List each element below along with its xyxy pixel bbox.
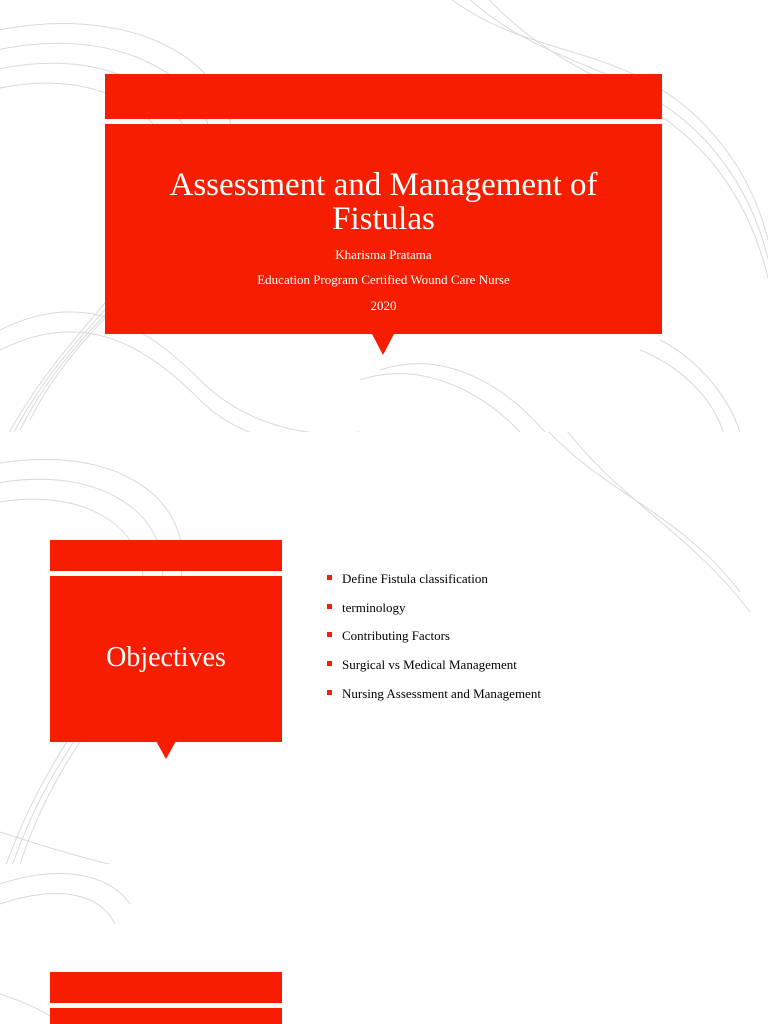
list-item-text: Contributing Factors [342, 628, 450, 644]
list-item [327, 684, 541, 713]
title-line-2: Fistulas [332, 201, 435, 237]
list-item-text: Nursing Assessment and Management [342, 685, 541, 701]
program-name: Education Program Certified Wound Care Nurse [257, 272, 510, 287]
bullet-square-icon [327, 632, 332, 637]
bullet-square-icon [327, 661, 332, 666]
title-top-band [105, 74, 662, 119]
third-slide-top-band [50, 972, 282, 1003]
list-item [327, 569, 541, 598]
presentation-title [105, 168, 662, 236]
third-slide-main-panel [50, 1008, 282, 1024]
author-name: Kharisma Pratama [335, 247, 432, 262]
bullet-square-icon [327, 690, 332, 695]
objectives-heading: Objectives [106, 642, 226, 673]
bullet-square-icon [327, 604, 332, 609]
presentation-year: 2020 [370, 298, 397, 313]
objectives-panel-pointer [156, 741, 176, 759]
objectives-list [327, 569, 541, 712]
list-item [327, 626, 541, 655]
title-line-1: Assessment and Management of [169, 167, 598, 203]
objectives-top-band [50, 540, 282, 571]
bullet-square-icon [327, 575, 332, 580]
list-item [327, 655, 541, 684]
list-item-text: Define Fistula classification [342, 571, 488, 586]
list-item-text: terminology [342, 599, 406, 615]
title-panel-pointer [372, 334, 394, 355]
list-item [327, 598, 541, 627]
list-item-text: Surgical vs Medical Management [342, 657, 517, 673]
title-slide [0, 0, 768, 432]
